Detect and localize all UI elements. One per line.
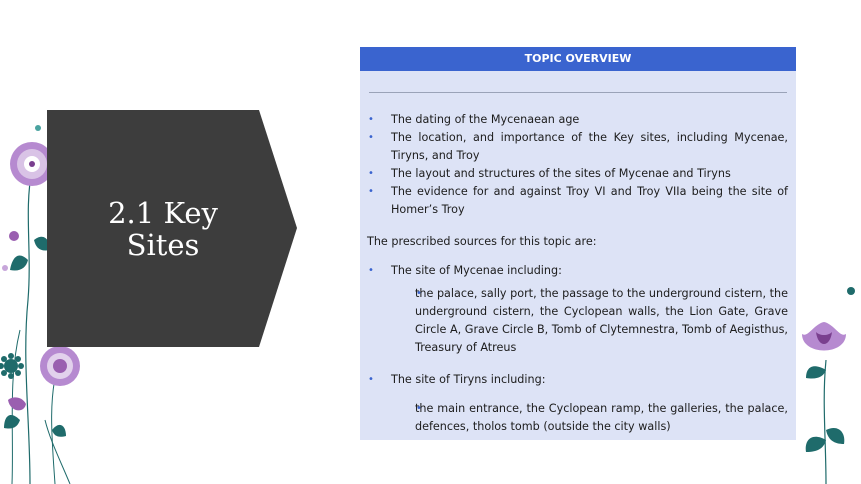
source-item-tiryns: [367, 371, 788, 436]
panel-header: TOPIC OVERVIEW: [360, 47, 796, 71]
slide-title: 2.1 Key Sites: [108, 195, 218, 262]
title-block: [47, 110, 297, 347]
list-item: • The layout and structures of the sites of Mycenae and Tiryns: [367, 165, 788, 183]
topic-overview-panel: [360, 47, 796, 440]
sources-intro: The prescribed sources for this topic are:: [367, 235, 597, 248]
list-item: • The evidence for and against Troy VI and Troy VIIa being the site of Homer’s Troy: [367, 183, 788, 219]
sources-list-2: [367, 371, 788, 436]
overview-list: [367, 111, 788, 219]
source-detail: • the palace, sally port, the passage to the underground cistern, the underground cistern, the Cyclopean walls, the Lion Gate, Grave Circle A, Grave Circle B, Tomb of Clytemnestra, Tomb of Aegisthus, Treasury of Atreus: [391, 285, 788, 357]
source-label: The site of Mycenae including:: [391, 264, 562, 277]
list-item: • The location, and importance of the Key sites, including Mycenae, Tiryns, and Troy: [367, 129, 788, 165]
list-item: • The dating of the Mycenaean age: [367, 111, 788, 129]
source-sublist: [391, 400, 788, 436]
panel-body: [367, 111, 788, 436]
source-item-mycenae: [367, 262, 788, 357]
divider: [369, 92, 787, 93]
source-detail: • the main entrance, the Cyclopean ramp, the galleries, the palace, defences, tholos tomb (outside the city walls): [391, 400, 788, 436]
source-label: The site of Tiryns including:: [391, 373, 546, 386]
source-sublist: [391, 285, 788, 357]
sources-list: [367, 262, 788, 357]
